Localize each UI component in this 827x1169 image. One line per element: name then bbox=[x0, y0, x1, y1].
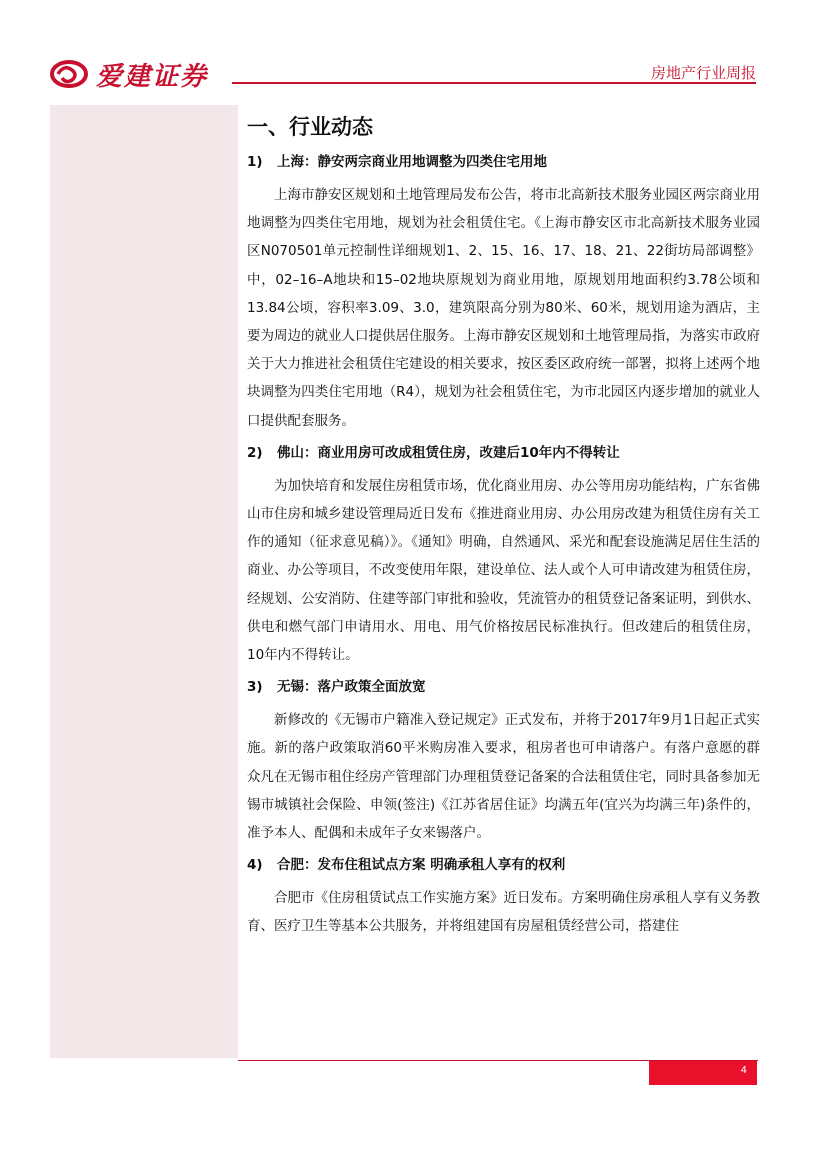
item-heading bbox=[247, 152, 760, 172]
item-heading-text: 上海：静安两宗商业用地调整为四类住宅用地 bbox=[277, 154, 547, 170]
item-number: 4) bbox=[247, 857, 263, 874]
item-heading-text: 合肥：发布住租试点方案 明确承租人享有的权利 bbox=[277, 857, 566, 874]
item-body: 为加快培育和发展住房租赁市场，优化商业用房、办公等用房功能结构，广东省佛山市住房和城乡建设管理局近日发布《推进商业用房、办公用房改建为租赁住房有关工作的通知（征求意见稿）》。《通知》明确，自然通风、采光和配套设施满足居住生活的商业、办公等项目，不改变使用年限，建设单位、法人或个人可申请改建为租赁住房，经规划、公安消防、住建等部门审批和验收，凭流管办的租赁登记备案证明，到供水、供电和燃气部门申请用水、用电、用气价格按居民标准执行。但改建后的租赁住房，10年内不得转让。 bbox=[247, 477, 760, 664]
item-number: 2) bbox=[247, 444, 263, 461]
item-body: 合肥市《住房租赁试点工作实施方案》近日发布。方案明确住房承租人享有义务教育、医疗卫生等基本公共服务，并将组建国有房屋租赁经营公司，搭建住 bbox=[247, 890, 760, 935]
item-heading bbox=[247, 677, 760, 697]
brand-logo bbox=[50, 58, 208, 90]
item-number: 1) bbox=[247, 154, 263, 170]
item-heading-text: 无锡：落户政策全面放宽 bbox=[277, 679, 426, 696]
brand-name: 爱建证券 bbox=[96, 61, 209, 92]
brand-emblem-icon bbox=[50, 60, 88, 88]
report-title: 房地产行业周报 bbox=[650, 64, 756, 82]
item-body: 新修改的《无锡市户籍准入登记规定》正式发布，并将于2017年9月1日起正式实施。新的落户政策取消60平米购房准入要求，租房者也可申请落户。有落户意愿的群众凡在无锡市租住经房产管理部门办理租赁登记备案的合法租赁住宅，同时具备参加无锡市城镇社会保险、申领(签注)《江苏省居住证》均满五年(宜兴为均满三年)条件的，准予本人、配偶和未成年子女来锡落户。 bbox=[247, 712, 760, 842]
page-number: 4 bbox=[649, 1061, 757, 1085]
item-heading-text: 佛山：商业用房可改成租赁住房，改建后10年内不得转让 bbox=[277, 444, 620, 461]
main-content bbox=[247, 112, 760, 949]
sidebar-panel bbox=[50, 105, 238, 1058]
item-heading bbox=[247, 443, 760, 463]
item-body: 上海市静安区规划和土地管理局发布公告，将市北高新技术服务业园区两宗商业用地调整为四类住宅用地，规划为社会租赁住宅。《上海市静安区市北高新技术服务业园区N070501单元控制性详细规划1、2、15、16、17、18、21、22街坊局部调整》中，02–16–A地块和15–02地块原规划为商业用地，原规划用地面积约3.78公顷和13.84公顷，容积率3.09、3.0，建筑限高分别为80米、60米，规划用途为酒店，主要为周边的就业人口提供居住服务。上海市静安区规划和土地管理局指，为落实市政府关于大力推进社会租赁住宅建设的相关要求，按区委区政府统一部署，拟将上述两个地块调整为四类住宅用地（R4），规划为社会租赁住宅，为市北园区内逐步增加的就业人口提供配套服务。 bbox=[247, 187, 760, 429]
section-title: 一、行业动态 bbox=[247, 115, 373, 139]
item-number: 3) bbox=[247, 679, 263, 696]
item-heading bbox=[247, 855, 760, 875]
